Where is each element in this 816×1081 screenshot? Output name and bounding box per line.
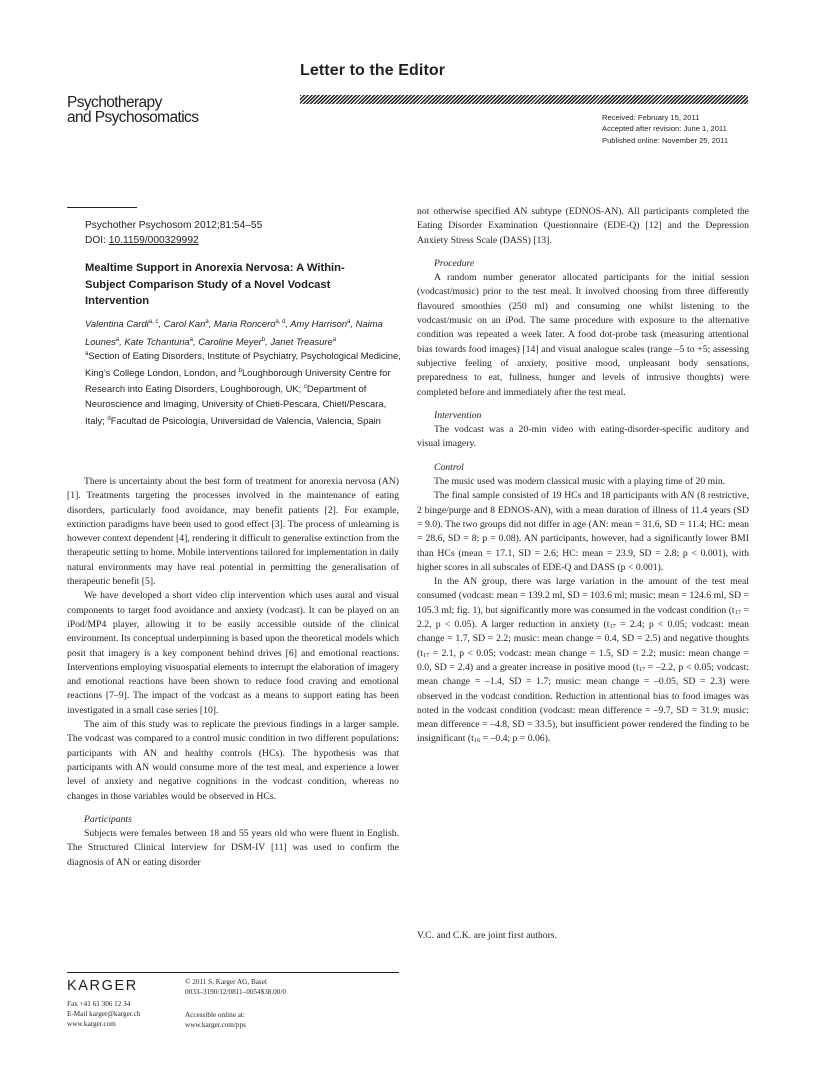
body-paragraph-results: In the AN group, there was large variation in the amount of the test meal consumed (vodcast: mean = 139.2 ml, SD = 103.6 ml; music: mean = 124.6 ml, SD = 105.3 ml; fig. 1), but significantly more was consumed in the vodcast condition ($t_{17} = 2.2$, p < 0.05). A larger reduction in anxiety ($t_{17} = 2.4$; p < 0.05; vodcast: mean change = 1.7, SD = 2.2; music: mean change = 0.4, SD = 2.5) and negative thoughts ($t_{17} = 2.1$, p < 0.05; vodcast: mean change = 1.5, SD = 2.2; music: mean change = 0.0, SD = 2.4) and a greater increase in positive mood ($t_{17} = -2.2$, p < 0.05; vodcast: mean change = –1.4, SD = 1.7; music: mean change = –0.05, SD = 2.3) were observed in the vodcast condition. Reduction in attentional bias to food images was noted in the vodcast condition (vodcast: mean difference = –9.7, SD = 31.9; music: mean difference = –4.8, SD = 33.5), but insufficient power rendered the finding to be insignificant ($t_{16} = -0.4$; p = 0.06).	[417, 576, 749, 745]
online-access-block	[185, 1010, 246, 1030]
author-name: Carol Kan	[163, 318, 206, 329]
author-affiliation-mark: a	[347, 319, 351, 325]
body-paragraph: A random number generator allocated participants for the initial session (vodcast/music) prior to the test meal. It involved choosing from three differently flavoured smoothies (250 ml) and consuming one whilst listening to the vodcast/music on an iPod. The same procedure with exposure to the alternative condition was repeated a week later. A food dot-probe task (measuring attentional bias towards food images) [14] and visual analogue scales (range –5 to +5; assessing subjective feeling of anxiety, positive mood, unpleasant body sensations, preparedness to eat, fullness, hunger and levels of intrusive thoughts) were completed before and immediately after the test meal.	[417, 272, 749, 398]
citation-block	[85, 218, 262, 248]
subheading-participants: Participants	[84, 813, 132, 825]
subheading-procedure: Procedure	[434, 257, 475, 269]
left-column	[67, 475, 399, 870]
doi-line	[85, 233, 262, 248]
author-affiliation-mark: a	[115, 337, 120, 343]
author-name: Janet Treasure	[270, 336, 333, 347]
accessible-label: Accessible online at:	[185, 1011, 245, 1019]
body-paragraph: The music used was modern classical music with a playing time of 20 min.	[434, 476, 726, 488]
citation-rule	[67, 207, 137, 208]
accepted-date: Accepted after revision: June 1, 2011	[602, 124, 727, 134]
body-paragraph: The vodcast was a 20-min video with eating-disorder-specific auditory and visual imagery.	[417, 424, 749, 450]
author-affiliation-mark: a, d	[275, 319, 286, 325]
joint-authorship-note: V.C. and C.K. are joint first authors.	[417, 930, 558, 941]
author-affiliation-mark: a	[205, 319, 209, 325]
journal-url[interactable]: www.karger.com/pps	[185, 1021, 246, 1029]
article-title: Mealtime Support in Anorexia Nervosa: A Within-Subject Comparison Study of a Novel Vodcast Intervention	[85, 262, 345, 307]
author-list	[85, 314, 405, 350]
copyright-block	[185, 977, 286, 997]
publisher-logo: KARGER	[67, 978, 138, 994]
affiliation-mark: a	[85, 351, 89, 357]
footer-rule	[67, 972, 399, 973]
body-paragraph: The aim of this study was to replicate the previous findings in a larger sample. The vodcast was compared to a control music condition in two different populations: participants with AN and healthy controls (HCs). The hypothesis was that participants with AN would consume more of the test meal, and experience a lower level of anxiety and negative cognitions in the vodcast condition, whereas no changes in those variables would be observed in HCs.	[67, 719, 399, 802]
right-column	[417, 205, 749, 747]
publisher-website[interactable]: www.karger.com	[67, 1020, 116, 1028]
author-affiliation-mark: a, c	[148, 319, 159, 325]
body-paragraph: There is uncertainty about the best form of treatment for anorexia nervosa (AN) [1]. Treatments targeting the processes involved in the maintenance of eating disorders, particularly food avoidance, may benefit patients [2]. For example, extinction paradigms have been used to good effect [3]. The process of unlearning is however context dependent [4], rendering it difficult to generalise extinction from the therapeutic setting to home. Mobile interventions tailored for implementation in daily natural environments may have real potential in permitting the generalisation of therapeutic benefit [5].	[67, 476, 399, 588]
copyright-notice: © 2011 S. Karger AG, Basel	[185, 978, 267, 986]
section-label: Letter to the Editor	[300, 62, 446, 79]
affiliation-mark: d	[107, 415, 111, 422]
author-name: Valentina Cardi	[85, 318, 149, 329]
author-separator: ,	[208, 318, 214, 329]
journal-citation: Psychother Psychosom 2012;81:54–55	[85, 220, 263, 231]
affiliation-text: Facultad de Psicología, Universidad de Valencia, Valencia, Spain	[110, 414, 381, 426]
subheading-control: Control	[434, 461, 464, 473]
received-date: Received: February 15, 2011	[602, 113, 700, 122]
publisher-contact	[67, 999, 140, 1029]
journal-logo-line1: Psychotherapy	[67, 94, 162, 111]
body-paragraph: We have developed a short video clip intervention which uses aural and visual components to target food avoidance and anxiety (vodcast). It can be played on an iPod/MP4 player, allowing it to be easily accessible outside of the clinical environment. Its conceptual underpinning is based upon the theoretical models which posit that imagery is a key component behind drives [6] and emotional reactions. Interventions employing visuospatial elements to interrupt the elaboration of imagery and emotional reactions have been shown to reduce food craving and emotional reactions [7–9]. The impact of the vodcast as a means to support eating has been investigated in a small case series [10].	[67, 590, 399, 716]
author-separator: ,	[193, 336, 199, 347]
author-name: Amy Harrison	[290, 318, 348, 329]
affiliation-text: Section of Eating Disorders, Institute of Psychiatry, Psychological Medicine, King’s College London, London, and	[85, 350, 401, 378]
publication-dates	[602, 112, 728, 146]
affiliation-mark: b	[238, 367, 242, 374]
affiliation-mark: c	[303, 384, 307, 391]
author-separator: ,	[350, 318, 356, 329]
affiliation-text: Loughborough University Centre for Research into Eating Disorders, Loughborough, UK;	[85, 366, 391, 395]
journal-logo	[67, 95, 198, 125]
affiliation-list	[85, 347, 405, 429]
email-address[interactable]: E-Mail karger@karger.ch	[67, 1010, 141, 1018]
author-name: Caroline Meyer	[198, 336, 262, 347]
fax-number: Fax +41 61 306 12 34	[67, 1000, 131, 1008]
author-name: Naima Lounes	[85, 318, 383, 347]
hatched-divider-bar	[300, 95, 748, 104]
subheading-intervention: Intervention	[434, 409, 482, 421]
journal-logo-line2: and Psychosomatics	[67, 109, 199, 126]
doi-label: DOI:	[85, 235, 109, 246]
author-separator: ,	[158, 318, 164, 329]
author-separator: ,	[285, 318, 291, 329]
author-separator: ,	[119, 336, 125, 347]
author-name: Maria Roncero	[213, 318, 276, 329]
author-affiliation-mark: a	[189, 337, 193, 343]
author-affiliation-mark: a	[332, 337, 337, 343]
author-name: Kate Tchanturia	[124, 336, 190, 347]
author-affiliation-mark: b	[261, 337, 266, 343]
affiliation-text: Department of Neuroscience and Imaging, University of Chieti-Pescara, Chieti/Pescara, Italy;	[85, 383, 387, 426]
published-date: Published online: November 25, 2011	[602, 135, 729, 145]
body-paragraph: not otherwise specified AN subtype (EDNOS-AN). All participants completed the Eating Disorder Examination Questionnaire (EDE-Q) [12] and the Depression Anxiety Stress Scale (DASS) [13].	[417, 206, 749, 246]
author-separator: ,	[265, 336, 271, 347]
issn-code: 0033–3190/12/0811–0054$38.00/0	[185, 988, 286, 996]
doi-link[interactable]: 10.1159/000329992	[108, 235, 199, 246]
body-paragraph: Subjects were females between 18 and 55 years old who were fluent in English. The Structured Clinical Interview for DSM-IV [11] was used to confirm the diagnosis of AN or eating disorder	[67, 828, 399, 868]
body-paragraph: The final sample consisted of 19 HCs and 18 participants with AN (8 restrictive, 2 binge/purge and 8 EDNOS-AN), with a mean duration of illness of 11.4 years (SD = 9.0). The two groups did not differ in age (AN: mean = 31.6, SD = 11.4; HC: mean = 28.6, SD = 8; p = 0.08). AN participants, however, had a significantly lower BMI than HCs (mean = 17.1, SD = 2.6; HC: mean = 23.9, SD = 2.8; p < 0.001), with higher scores in all subscales of EDE-Q and DASS (p < 0.001).	[417, 490, 749, 573]
